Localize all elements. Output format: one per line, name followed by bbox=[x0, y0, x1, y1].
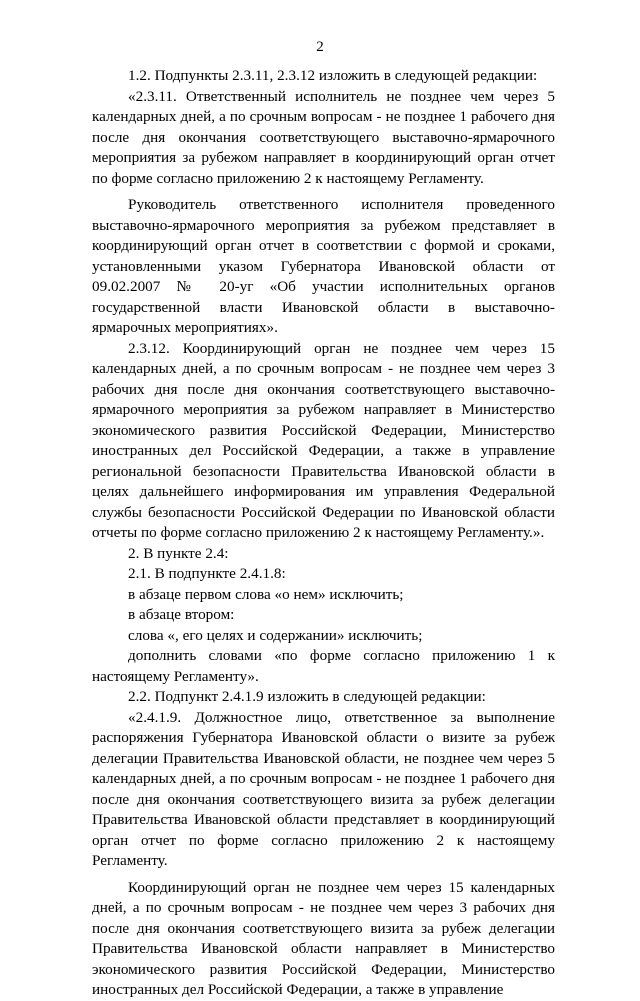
paragraph-1-2: 1.2. Подпункты 2.3.11, 2.3.12 изложить в следующей редакции: bbox=[128, 67, 538, 84]
paragraph-head-of-executor: Руководитель ответственного исполнителя проведенного выставочно-ярмарочного мероприятия за рубежом представляет в координирующий орган отчет в соответствии с формой и сроками, установленными указом Губернатора Ивановской области от 09.02.2007 № 20-уг «Об участии исполнительных органов государственной власти Ивановской области в выставочно-ярмарочных мероприятиях». bbox=[92, 196, 555, 336]
paragraph-2: 2. В пункте 2.4: bbox=[128, 544, 229, 562]
document-body bbox=[92, 66, 555, 1001]
paragraph-words-excluded: слова «, его целях и содержании» исключить; bbox=[128, 626, 423, 644]
paragraph-2-1: 2.1. В подпункте 2.4.1.8: bbox=[128, 565, 286, 582]
paragraph-2-3-12: 2.3.12. Координирующий орган не позднее чем через 15 календарных дней, а по срочным вопросам - не позднее чем через 3 рабочих дня после дня окончания соответствующего выставочно-ярмарочного мероприятия за рубежом направляет в Министерство экономического развития Российской Федерации, Министерство иностранных дел Российской Федерации, а также в управление региональной безопасности Правительства Ивановской области в целях дальнейшего информирования им управления Федеральной службы безопасности Российской Федерации по Ивановской области отчеты по форме согласно приложению 2 к настоящему Регламенту.». bbox=[92, 339, 555, 541]
paragraph-2-3-11: «2.3.11. Ответственный исполнитель не позднее чем через 5 календарных дней, а по срочным вопросам - не позднее 1 рабочего дня после дня окончания соответствующего выставочно-ярмарочного мероприятия за рубежом направляет в координирующий орган отчет по форме согласно приложению 2 к настоящему Регламенту. bbox=[92, 87, 555, 187]
paragraph-2-4-1-9: «2.4.1.9. Должностное лицо, ответственное за выполнение распоряжения Губернатора Ивановской области о визите за рубеж делегации Правительства Ивановской области, не позднее чем через 5 календарных дней, а по срочным вопросам - не позднее 1 рабочего дня после дня окончания соответствующего визита за рубеж делегации Правительства Ивановской области представляет в координирующий орган отчет по форме согласно приложению 2 к настоящему Регламенту. bbox=[92, 708, 555, 869]
paragraph-first-abzac: в абзаце первом слова «о нем» исключить; bbox=[128, 585, 404, 603]
page-number: 2 bbox=[316, 39, 324, 55]
paragraph-add-words: дополнить словами «по форме согласно приложению 1 к настоящему Регламенту». bbox=[92, 647, 555, 685]
paragraph-coordinating-body: Координирующий орган не позднее чем через 15 календарных дней, а по срочным вопросам - не позднее чем через 3 рабочих дня после дня окончания соответствующего визита за рубеж делегации Правительства Ивановской области направляет в Министерство экономического развития Российской Федерации, Министерство иностранных дел Российской Федерации, а также в управление bbox=[92, 878, 555, 998]
paragraph-2-2: 2.2. Подпункт 2.4.1.9 изложить в следующей редакции: bbox=[128, 688, 486, 705]
paragraph-second-abzac: в абзаце втором: bbox=[128, 606, 235, 623]
